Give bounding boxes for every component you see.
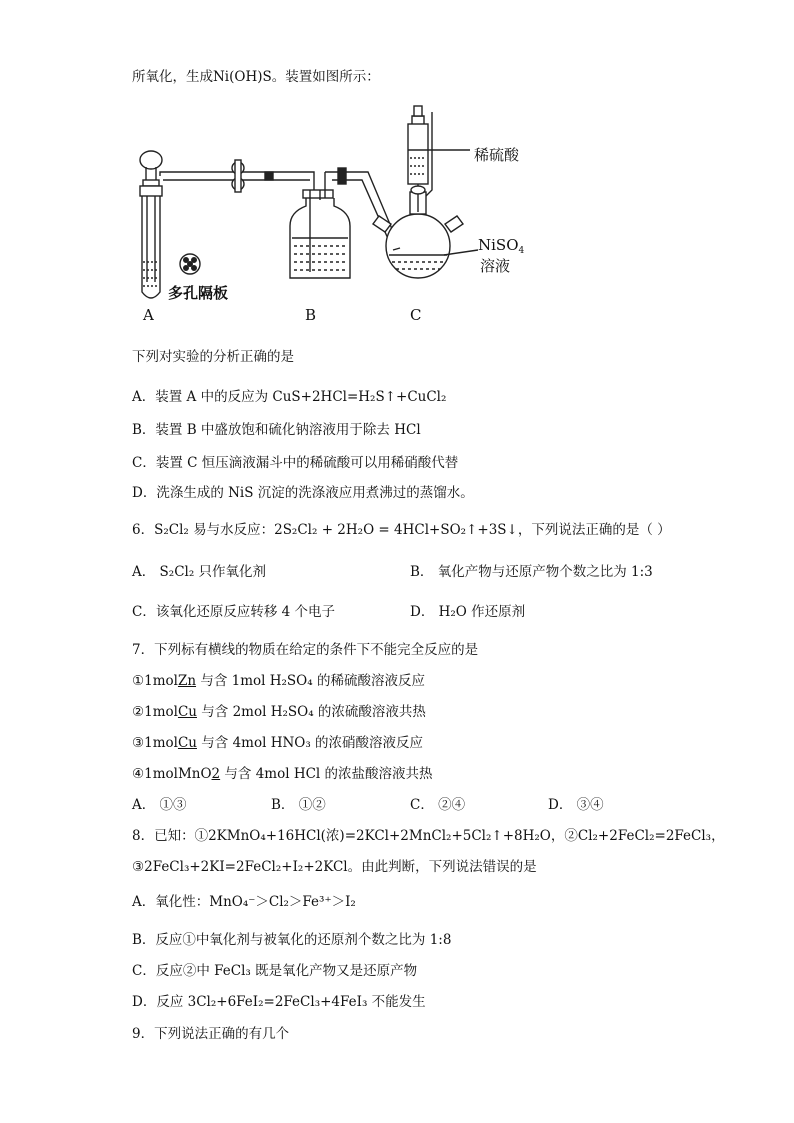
q7-option-a: A． ①③ bbox=[132, 797, 187, 813]
porous-plate-label: 多孔隔板 bbox=[168, 284, 229, 302]
q7-option-b: B． ①② bbox=[271, 797, 326, 813]
q9-stem: 9．下列说法正确的有几个 bbox=[132, 1026, 290, 1042]
q5-option-c: C．装置 C 恒压滴液漏斗中的稀硫酸可以用稀硝酸代替 bbox=[132, 455, 459, 471]
dilute-acid-label: 稀硫酸 bbox=[474, 146, 520, 164]
tube-a-to-b bbox=[160, 160, 314, 192]
q7-option-c: C． ②④ bbox=[410, 797, 466, 813]
q7-item-1: ①1molZn 与含 1mol H₂SO₄ 的稀硫酸溶液反应 bbox=[132, 673, 425, 689]
q8-option-d: D．反应 3Cl₂+6FeI₂=2FeCl₃+4FeI₃ 不能发生 bbox=[132, 994, 426, 1010]
apparatus-figure bbox=[0, 0, 794, 340]
apparatus-b bbox=[290, 172, 350, 278]
q5-option-d: D．洗涤生成的 NiS 沉淀的洗涤液应用煮沸过的蒸馏水。 bbox=[132, 485, 474, 501]
q7-item-2: ②1molCu 与含 2mol H₂SO₄ 的浓硫酸溶液共热 bbox=[132, 704, 426, 720]
intro-text: 所氧化，生成Ni(OH)S。装置如图所示： bbox=[132, 69, 380, 85]
apparatus-a bbox=[140, 151, 200, 298]
apparatus-c bbox=[373, 106, 478, 278]
q5-option-b: B．装置 B 中盛放饱和硫化钠溶液用于除去 HCl bbox=[132, 422, 421, 438]
q8-option-c: C．反应②中 FeCl₃ 既是氧化产物又是还原产物 bbox=[132, 963, 418, 979]
q5-stem: 下列对实验的分析正确的是 bbox=[132, 349, 294, 365]
q7-stem: 7．下列标有横线的物质在给定的条件下不能完全反应的是 bbox=[132, 642, 479, 658]
q7-item-4: ④1molMnO2 与含 4mol HCl 的浓盐酸溶液共热 bbox=[132, 766, 433, 782]
q8-stem-line-1: 8．已知：①2KMnO₄+16HCl(浓)=2KCl+2MnCl₂+5Cl₂↑+8H₂O，②Cl₂+2FeCl₂=2FeCl₃， bbox=[132, 828, 725, 844]
q7-option-d: D． ③④ bbox=[548, 797, 604, 813]
q6-option-b: B． 氧化产物与还原产物个数之比为 1:3 bbox=[410, 564, 653, 580]
label-b: B bbox=[305, 306, 317, 324]
label-c: C bbox=[410, 306, 422, 324]
q8-option-b: B．反应①中氧化剂与被氧化的还原剂个数之比为 1:8 bbox=[132, 932, 452, 948]
q6-option-d: D． H₂O 作还原剂 bbox=[410, 604, 526, 620]
q8-option-a: A．氧化性：MnO₄⁻＞Cl₂＞Fe³⁺＞I₂ bbox=[132, 894, 356, 910]
q7-item-3: ③1molCu 与含 4mol HNO₃ 的浓硝酸溶液反应 bbox=[132, 735, 424, 751]
q8-stem-line-2: ③2FeCl₃+2KI=2FeCl₂+I₂+2KCl。由此判断，下列说法错误的是 bbox=[132, 859, 537, 875]
q6-option-c: C．该氧化还原反应转移 4 个电子 bbox=[132, 604, 336, 620]
q6-stem: 6．S₂Cl₂ 易与水反应：2S₂Cl₂ + 2H₂O = 4HCl+SO₂↑+3S↓，下列说法正确的是（ ） bbox=[132, 522, 671, 538]
q6-option-a: A． S₂Cl₂ 只作氧化剂 bbox=[132, 564, 267, 580]
label-a: A bbox=[143, 306, 154, 324]
q5-option-a: A．装置 A 中的反应为 CuS+2HCl=H₂S↑+CuCl₂ bbox=[132, 389, 447, 405]
solution-label: 溶液 bbox=[480, 257, 511, 275]
niso4-label: NiSO$_4$ bbox=[478, 236, 525, 256]
